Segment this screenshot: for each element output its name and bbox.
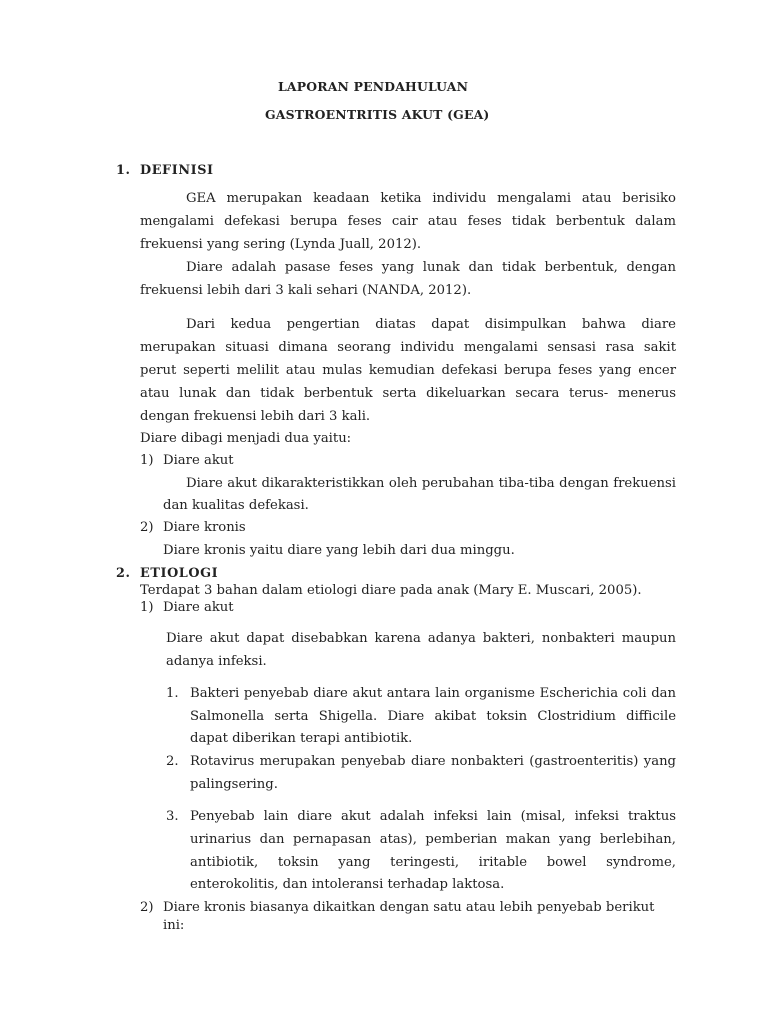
cause-text: urinarius dan pernapasan atas), pemberian makan yang berlebihan, <box>190 832 676 847</box>
numbered-marker: 1. <box>166 686 179 701</box>
definisi-p3-line3: perut seperti melilit atau mulas kemudian defekasi berupa feses yang encer <box>140 363 676 378</box>
etiologi-akut-line1: Diare akut dapat disebabkan karena adanya bakteri, nonbakteri maupun <box>166 631 676 646</box>
definisi-p3-line1: Dari kedua pengertian diatas dapat disimpulkan bahwa diare <box>186 317 676 332</box>
cause-text: Rotavirus merupakan penyebab diare nonbakteri (gastroenteritis) yang <box>190 754 676 769</box>
numbered-marker: 3. <box>166 809 179 824</box>
cause-text: dapat diberikan terapi antibiotik. <box>190 731 413 746</box>
etiologi-akut-line2: adanya infeksi. <box>166 654 267 669</box>
list-marker: 2) <box>140 520 154 535</box>
list-item-label: Diare kronis <box>163 520 246 535</box>
list-marker: 1) <box>140 453 154 468</box>
numbered-marker: 2. <box>166 754 179 769</box>
doc-title: LAPORAN PENDAHULUAN <box>278 79 469 94</box>
definisi-p1-line3: frekuensi yang sering (Lynda Juall, 2012). <box>140 237 422 252</box>
definisi-intro: Diare dibagi menjadi dua yaitu: <box>140 431 352 446</box>
definisi-p3-line2: merupakan situasi dimana seorang individu mengalami sensasi rasa sakit <box>140 340 676 355</box>
section-number-etiologi: 2. <box>116 566 131 581</box>
cause-text: Bakteri penyebab diare akut antara lain organisme Escherichia coli dan <box>190 686 676 701</box>
cause-text: antibiotik, toksin yang teringesti, iritable bowel syndrome, <box>190 855 676 870</box>
list-item-label: Diare akut <box>163 600 234 615</box>
list-marker: 1) <box>140 600 154 615</box>
definisi-p2-line2: frekuensi lebih dari 3 kali sehari (NANDA, 2012). <box>140 283 472 298</box>
list-marker: 2) <box>140 900 154 915</box>
definisi-p3-line5: dengan frekuensi lebih dari 3 kali. <box>140 409 371 424</box>
cause-text: enterokolitis, dan intoleransi terhadap laktosa. <box>190 877 505 892</box>
cause-text: palingsering. <box>190 777 278 792</box>
list-item-text: Diare akut dikarakteristikkan oleh perubahan tiba-tiba dengan frekuensi <box>186 476 676 491</box>
list-item-text: dan kualitas defekasi. <box>163 498 309 513</box>
definisi-p1-line1: GEA merupakan keadaan ketika individu mengalami atau berisiko <box>186 191 676 206</box>
etiologi-kronis-line2: ini: <box>163 918 185 933</box>
etiologi-intro: Terdapat 3 bahan dalam etiologi diare pada anak (Mary E. Muscari, 2005). <box>140 583 642 598</box>
section-heading-definisi: DEFINISI <box>140 163 214 178</box>
cause-text: Salmonella serta Shigella. Diare akibat toksin Clostridium difficile <box>190 709 676 724</box>
definisi-p2-line1: Diare adalah pasase feses yang lunak dan tidak berbentuk, dengan <box>186 260 676 275</box>
section-heading-etiologi: ETIOLOGI <box>140 566 219 581</box>
cause-text: Penyebab lain diare akut adalah infeksi lain (misal, infeksi traktus <box>190 809 676 824</box>
definisi-p1-line2: mengalami defekasi berupa feses cair atau feses tidak berbentuk dalam <box>140 214 676 229</box>
list-item-text: Diare kronis yaitu diare yang lebih dari dua minggu. <box>163 543 515 558</box>
doc-subtitle: GASTROENTRITIS AKUT (GEA) <box>265 107 490 122</box>
section-number-definisi: 1. <box>116 163 131 178</box>
list-item-label: Diare akut <box>163 453 234 468</box>
definisi-p3-line4: atau lunak dan tidak berbentuk serta dikeluarkan secara terus- menerus <box>140 386 676 401</box>
etiologi-kronis-line1: Diare kronis biasanya dikaitkan dengan satu atau lebih penyebab berikut <box>163 900 655 915</box>
